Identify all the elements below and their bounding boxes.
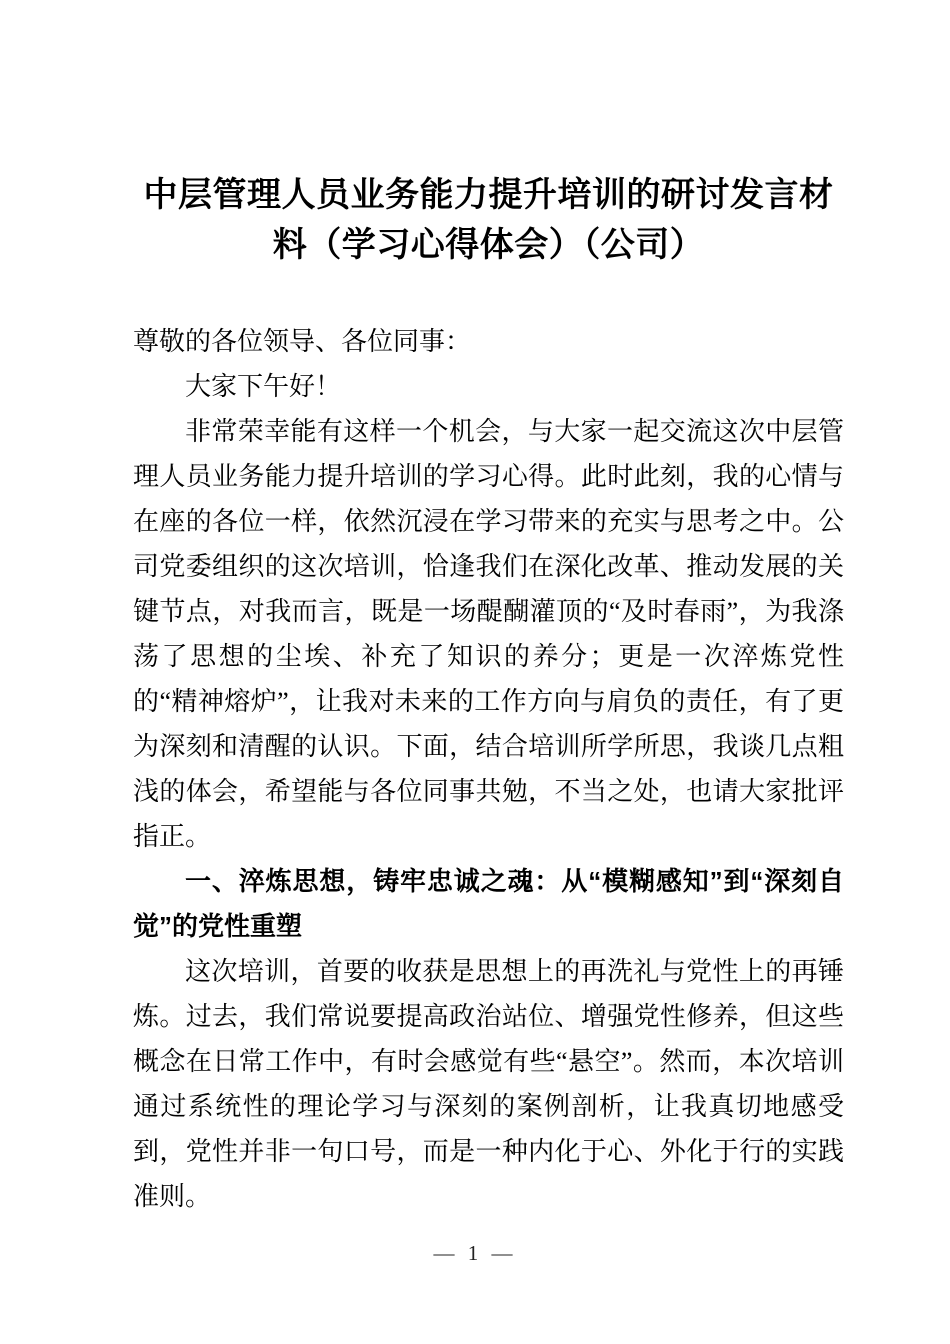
section-1-paragraph: 这次培训，首要的收获是思想上的再洗礼与党性上的再锤炼。过去，我们常说要提高政治站位、增强党性修养，但这些概念在日常工作中，有时会感觉有些“悬空”。然而，本次培训通过系统性的理论学习与深刻的案例剖析，让我真切地感受到，党性并非一句口号，而是一种内化于心、外化于行的实践准则。 (133, 957, 844, 1211)
page-number: — 1 — (433, 1241, 517, 1265)
greeting-line: 大家下午好！ (185, 372, 342, 401)
intro-paragraph: 非常荣幸能有这样一个机会，与大家一起交流这次中层管理人员业务能力提升培训的学习心得。此时此刻，我的心情与在座的各位一样，依然沉浸在学习带来的充实与思考之中。公司党委组织的这次培训，恰逢我们在深化改革、推动发展的关键节点，对我而言，既是一场醍醐灌顶的“及时春雨”，为我涤荡了思想的尘埃、补充了知识的养分；更是一次淬炼党性的“精神熔炉”，让我对未来的工作方向与肩负的责任，有了更为深刻和清醒的认识。下面，结合培训所学所思，我谈几点粗浅的体会，希望能与各位同事共勉，不当之处，也请大家批评指正。 (133, 417, 844, 851)
salutation-line: 尊敬的各位领导、各位同事： (133, 327, 472, 356)
document-title (133, 171, 844, 271)
document-body (133, 319, 844, 1219)
section-heading-1: 一、淬炼思想，铸牢忠诚之魂：从“模糊感知”到“深刻自觉”的党性重塑 (133, 866, 844, 941)
document-title-line-2: 料（学习心得体会）（公司） (272, 227, 705, 264)
page-footer (0, 1238, 950, 1268)
document-title-line-1: 中层管理人员业务能力提升培训的研讨发言材 (143, 177, 834, 214)
